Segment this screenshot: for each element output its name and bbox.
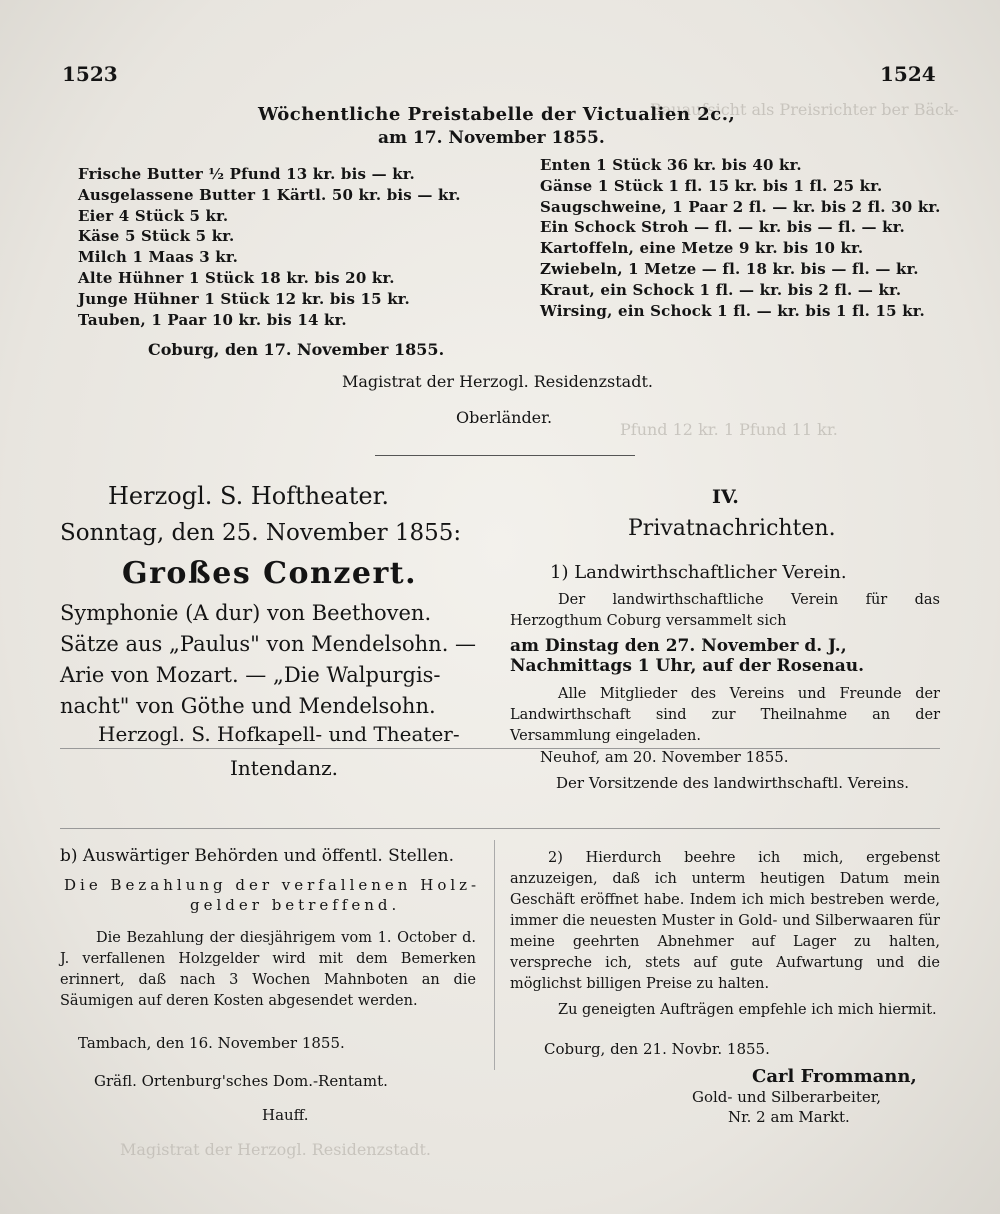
price-item: Gänse 1 Stück 1 fl. 15 kr. bis 1 fl. 25 kr. bbox=[540, 176, 883, 195]
theater-program bbox=[60, 598, 476, 722]
shop-announcement-closing: Zu geneigten Aufträgen empfehle ich mich hiermit. bbox=[558, 1002, 937, 1018]
price-item: Eier 4 Stück 5 kr. bbox=[78, 206, 229, 225]
price-item: Wirsing, ein Schock 1 fl. — kr. bis 1 fl. 15 kr. bbox=[540, 301, 925, 320]
price-list-left bbox=[78, 164, 461, 330]
price-item: Ein Schock Stroh — fl. — kr. bis — fl. — kr. bbox=[540, 218, 905, 237]
price-item: Zwiebeln, 1 Metze — fl. 18 kr. bis — fl. — kr. bbox=[540, 259, 919, 278]
show-through-text: Magistrat der Herzogl. Residenzstadt. bbox=[120, 1140, 431, 1159]
program-line: nacht" von Göthe und Mendelsohn. bbox=[60, 694, 436, 718]
shop-owner-trade: Gold- und Silberarbeiter, bbox=[692, 1088, 882, 1106]
theater-intendanz-line2: Intendanz. bbox=[230, 756, 339, 780]
page-number-left: 1523 bbox=[62, 62, 118, 86]
section-iv-numeral: IV. bbox=[712, 486, 739, 508]
divider-line bbox=[60, 828, 940, 829]
price-item: Tauben, 1 Paar 10 kr. bis 14 kr. bbox=[78, 310, 347, 329]
section-b-office: Gräfl. Ortenburg'sches Dom.-Rentamt. bbox=[94, 1072, 388, 1090]
association-signature: Der Vorsitzende des landwirthschaftl. Vereins. bbox=[556, 774, 910, 792]
show-through-text: Bauaufsicht als Preisrichter ber Bäck- bbox=[650, 100, 959, 119]
shop-announcement-place-date: Coburg, den 21. Novbr. 1855. bbox=[544, 1040, 770, 1058]
theater-event: Großes Conzert. bbox=[122, 556, 418, 591]
shop-owner-name: Carl Frommann, bbox=[752, 1066, 917, 1087]
show-through-text: Pfund 12 kr. 1 Pfund 11 kr. bbox=[620, 420, 838, 439]
price-table-date: am 17. November 1855. bbox=[378, 128, 605, 148]
shop-announcement-body: 2) Hierdurch beehre ich mich, ergebenst anzuzeigen, daß ich unterm heutigen Datum mein Geschäft eröffnet habe. Indem ich mich bestreben werde, immer die neuesten Muster in Gold- und Silberwaaren für meine geehrten Abnehmer auf Lager zu halten, verspreche ich, stets auf gute Aufwartung und die möglichst billigen Preise zu halten. bbox=[510, 850, 940, 992]
section-b-signature: Hauff. bbox=[262, 1106, 309, 1124]
column-separator bbox=[494, 840, 495, 1070]
price-item: Kraut, ein Schock 1 fl. — kr. bis 2 fl. — kr. bbox=[540, 280, 902, 299]
price-list-right bbox=[540, 155, 941, 321]
association-body: Alle Mitglieder des Vereins und Freunde der Landwirthschaft sind zur Theilnahme an der Versammlung eingeladen. bbox=[510, 686, 940, 744]
shop-address: Nr. 2 am Markt. bbox=[728, 1108, 850, 1126]
price-item: Frische Butter ½ Pfund 13 kr. bis — kr. bbox=[78, 165, 415, 183]
price-table-place-date: Coburg, den 17. November 1855. bbox=[148, 340, 445, 359]
section-b-body: Die Bezahlung der diesjährigem vom 1. October d. J. verfallenen Holzgelder wird mit dem Bemerken erinnert, daß nach 3 Wochen Mahnboten an die Säumigen auf deren Kosten abgesendet werden. bbox=[60, 930, 476, 1009]
price-item: Milch 1 Maas 3 kr. bbox=[78, 248, 239, 267]
association-heading: 1) Landwirthschaftlicher Verein. bbox=[550, 562, 847, 583]
price-item: Kartoffeln, eine Metze 9 kr. bis 10 kr. bbox=[540, 239, 864, 258]
association-intro: Der landwirthschaftliche Verein für das Herzogthum Coburg versammelt sich bbox=[510, 592, 940, 629]
section-b-subtitle-line2: gelder betreffend. bbox=[190, 896, 401, 914]
divider-line bbox=[375, 455, 635, 456]
price-item: Alte Hühner 1 Stück 18 kr. bis 20 kr. bbox=[78, 268, 395, 287]
program-line: Symphonie (A dur) von Beethoven. bbox=[60, 601, 432, 625]
page-number-right: 1524 bbox=[880, 62, 936, 86]
price-item: Käse 5 Stück 5 kr. bbox=[78, 227, 235, 246]
section-b-subtitle-line1: Die Bezahlung der verfallenen Holz- bbox=[64, 876, 481, 894]
price-table-authority: Magistrat der Herzogl. Residenzstadt. bbox=[342, 372, 653, 391]
section-b-heading: b) Auswärtiger Behörden und öffentl. Stellen. bbox=[60, 846, 454, 866]
theater-intendanz-line1: Herzogl. S. Hofkapell- und Theater- bbox=[98, 722, 460, 746]
price-item: Enten 1 Stück 36 kr. bis 40 kr. bbox=[540, 156, 802, 174]
theater-date: Sonntag, den 25. November 1855: bbox=[60, 520, 462, 546]
divider-line bbox=[60, 748, 940, 749]
program-line: Arie von Mozart. — „Die Walpurgis- bbox=[60, 663, 441, 687]
association-place-date: Neuhof, am 20. November 1855. bbox=[540, 748, 789, 766]
price-table-signature: Oberländer. bbox=[456, 408, 553, 427]
price-item: Saugschweine, 1 Paar 2 fl. — kr. bis 2 fl. 30 kr. bbox=[540, 197, 941, 216]
association-date-line1: am Dinstag den 27. November d. J., bbox=[510, 636, 847, 656]
price-item: Junge Hühner 1 Stück 12 kr. bis 15 kr. bbox=[78, 289, 410, 308]
price-table-title: Wöchentliche Preistabelle der Victualien 2c., bbox=[258, 104, 736, 125]
section-b-place-date: Tambach, den 16. November 1855. bbox=[78, 1034, 345, 1052]
section-iv-heading: Privatnachrichten. bbox=[628, 516, 836, 541]
price-item: Ausgelassene Butter 1 Kärtl. 50 kr. bis — kr. bbox=[78, 185, 461, 204]
program-line: Sätze aus „Paulus" von Mendelsohn. — bbox=[60, 632, 477, 656]
theater-heading: Herzogl. S. Hoftheater. bbox=[108, 482, 390, 510]
association-date-line2: Nachmittags 1 Uhr, auf der Rosenau. bbox=[510, 656, 864, 676]
